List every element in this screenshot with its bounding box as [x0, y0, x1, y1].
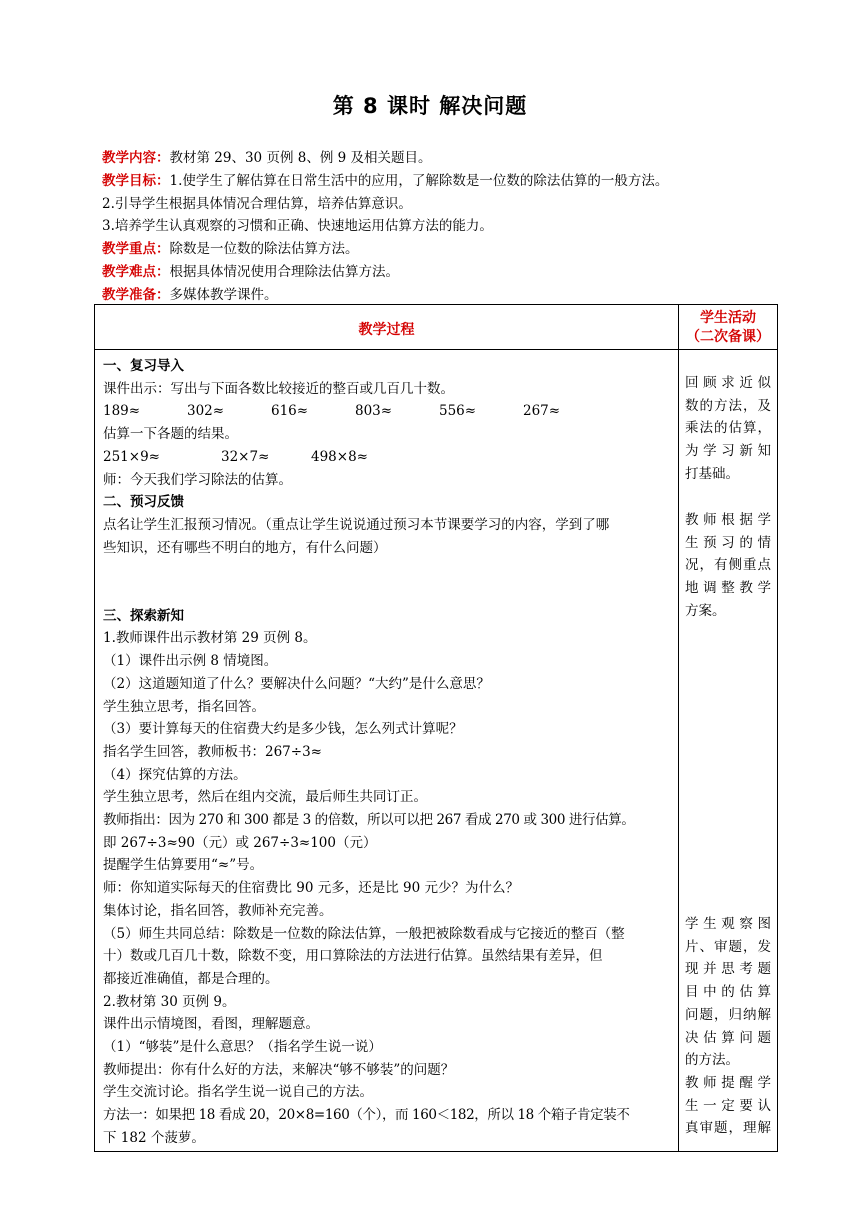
header-activity: 学生活动 （二次备课） [686, 310, 770, 345]
estimate-calcs: 251×9≈ 32×7≈ 498×8≈ [103, 448, 368, 465]
meta-content: 教学内容：教材第 29、30 页例 8、例 9 及相关题目。 [102, 150, 432, 166]
activity-preview: 教师根据学 生预习的情 况，有侧重点 地调整教学 方案。 [685, 512, 771, 619]
process-column: 一、复习导入 课件出示：写出与下面各数比较接近的整百或几百几十数。 189≈ 302≈ 616≈ 803≈ 556≈ 267≈ 估算一下各题的结果。 251×9≈ 32×7≈ 498×8≈ 师：今天我们学习除法的估算。 二、预习反馈 点名让学生汇报预习情况。（重点让学生说说通过预习本节课要学习的内容，学到了哪 些知识，还有哪些不明白的地方，有什么问题） 三、探索新知 1.教师课件出示教材第 29 页例 8。 （1）课件出示例 8 情境图。 （2）这道题知道了什么？要解决什么问题？“大约”是什么意思？ 学生独立思考，指名回答。 （3）要计算每天的住宿费大约是多少钱，怎么列式计算呢？ 指名学生回答，教师板书：267÷3≈ （4）探究估算的方法。 学生独立思考，然后在组内交流，最后师生共同订正。 教师指出：因为 270 和 300 都是 3 的倍数，所以可以把 267 看成 270 或 300 进行估算。 即 267÷3≈90（元）或 267÷3≈100（元） 提醒学生估算要用“≈”号。 师：你知道实际每天的住宿费比 90 元多，还是比 90 元少？为什么？ 集体讨论，指名回答，教师补充完善。 （5）师生共同总结：除数是一位数的除法估算，一般把被除数看成与它接近的整百（整 十）数或几百几十数，除数不变，用口算除法的方法进行估算。虽然结果有差异，但 都接近准确值，都是合理的。 2.教材第 30 页例 9。 课件出示情境图，看图，理解题意。 （1）“够装”是什么意思？（指名学生说一说） 教师提出：你有什么好的方法，来解决“够不够装”的问题？ 学生交流讨论。指名学生说一说自己的方法。 方法一：如果把 18 看成 20，20×8=160（个），而 160＜182，所以 18 个箱子肯定装不 下 182 个菠萝。 [103, 355, 675, 1150]
header-divider [95, 349, 777, 350]
meta-difficulty: 教学难点：根据具体情况使用合理除法估算方法。 [102, 263, 399, 280]
lesson-table [94, 304, 778, 1152]
section-preview-heading: 二、预习反馈 [103, 494, 184, 511]
meta-objective-3: 3.培养学生认真观察的习惯和正确、快速地运用估算方法的能力。 [102, 218, 493, 235]
lesson-title: 第 8 课时 解决问题 [332, 94, 528, 118]
activity-explore: 学生观察图 片、审题，发 现并思考题 目中的估算 问题，归纳解 决估算问题 的方法。 教师提醒学 生一定要认 真审题，理解 [685, 916, 771, 1137]
activity-review: 回顾求近似 数的方法，及 乘法的估算， 为学习新知 打基础。 [685, 375, 771, 482]
meta-key-point: 教学重点：除数是一位数的除法估算方法。 [102, 241, 359, 258]
header-process: 教学过程 [358, 322, 415, 338]
meta-objective-1: 教学目标：1.使学生了解估算在日常生活中的应用，了解除数是一位数的除法估算的一般方法。 [102, 172, 669, 189]
lesson-meta [102, 147, 782, 307]
section-review-heading: 一、复习导入 [103, 358, 184, 374]
meta-preparation: 教学准备：多媒体教学课件。 [102, 286, 278, 303]
section-explore-heading: 三、探索新知 [103, 607, 184, 624]
approx-numbers: 189≈ 302≈ 616≈ 803≈ 556≈ 267≈ [103, 403, 561, 420]
meta-objective-2: 2.引导学生根据具体情况合理估算，培养估算意识。 [102, 195, 412, 212]
column-divider [678, 305, 679, 1151]
